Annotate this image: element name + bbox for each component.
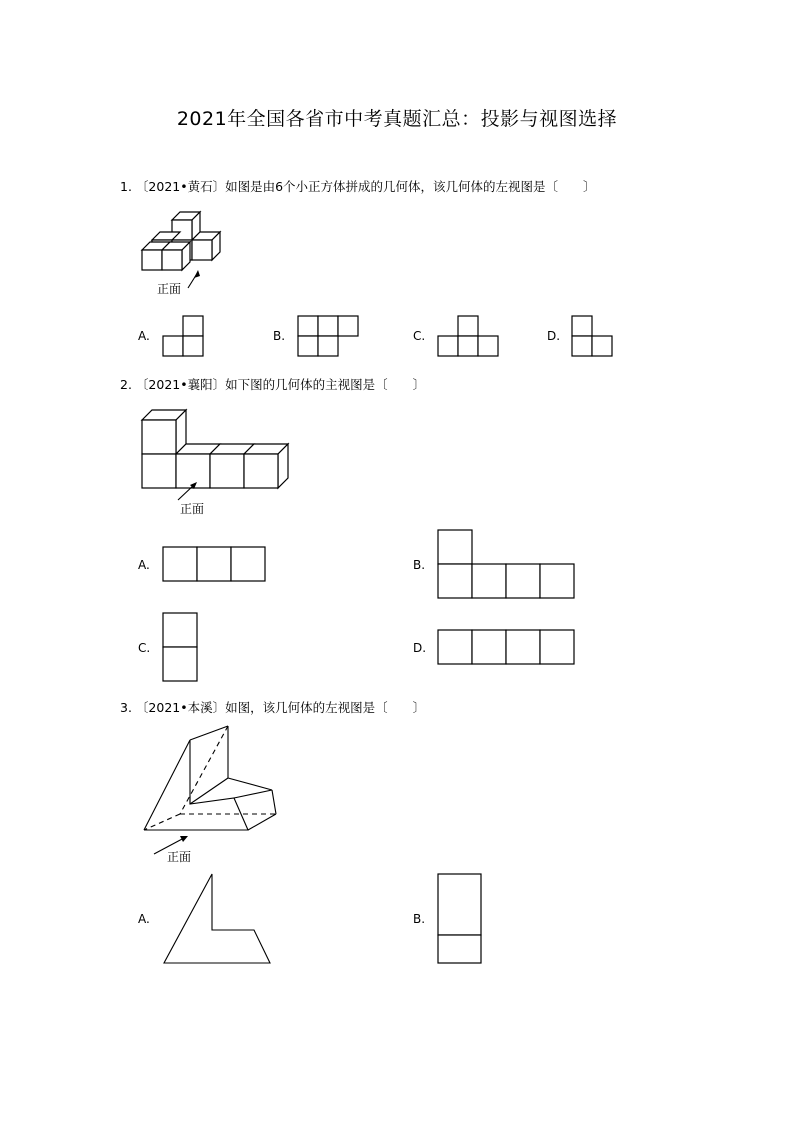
question-2-number: 2.: [120, 377, 132, 392]
q1-option-a-figure[interactable]: [163, 316, 205, 358]
q1-option-b-figure[interactable]: [298, 316, 360, 358]
q3-option-a-label[interactable]: A.: [138, 912, 150, 926]
question-2-figure: [140, 408, 295, 518]
q2-option-c-figure[interactable]: [163, 613, 199, 683]
question-2-front-label: 正面: [180, 502, 205, 516]
q2-option-c-label[interactable]: C.: [138, 641, 151, 655]
question-1-number: 1.: [120, 179, 132, 194]
question-3-figure: [140, 724, 285, 864]
q3-option-b-label[interactable]: B.: [413, 912, 426, 926]
q3-option-b-figure[interactable]: [438, 872, 484, 966]
question-3-front-label: 正面: [167, 850, 192, 864]
question-1-figure: [138, 210, 228, 300]
q2-option-b-figure[interactable]: [438, 530, 576, 600]
q1-option-d-label[interactable]: D.: [547, 329, 561, 343]
q1-option-b-label[interactable]: B.: [273, 329, 286, 343]
q1-option-c-figure[interactable]: [438, 316, 500, 358]
q2-option-b-label[interactable]: B.: [413, 558, 426, 572]
question-2: [120, 375, 425, 393]
q2-option-d-label[interactable]: D.: [413, 641, 427, 655]
page-title: 2021年全国各省市中考真题汇总：投影与视图选择: [176, 108, 618, 130]
question-1-front-label: 正面: [157, 282, 182, 296]
question-3-text: 〔2021•本溪〕如图，该几何体的左视图是〔 〕: [135, 700, 426, 715]
q1-option-c-label[interactable]: C.: [413, 329, 426, 343]
question-2-text: 〔2021•襄阳〕如下图的几何体的主视图是〔 〕: [135, 377, 426, 392]
q2-option-a-label[interactable]: A.: [138, 558, 150, 572]
q1-option-d-figure[interactable]: [572, 316, 614, 358]
question-3-number: 3.: [120, 700, 132, 715]
question-1-text: 〔2021•黄石〕如图是由6个小正方体拼成的几何体，该几何体的左视图是〔 〕: [135, 179, 596, 194]
q2-option-a-figure[interactable]: [163, 547, 267, 583]
q3-option-a-figure[interactable]: [162, 872, 274, 966]
question-1: [120, 177, 596, 195]
q1-option-a-label[interactable]: A.: [138, 329, 150, 343]
q2-option-d-figure[interactable]: [438, 630, 576, 666]
question-3: [120, 698, 425, 716]
